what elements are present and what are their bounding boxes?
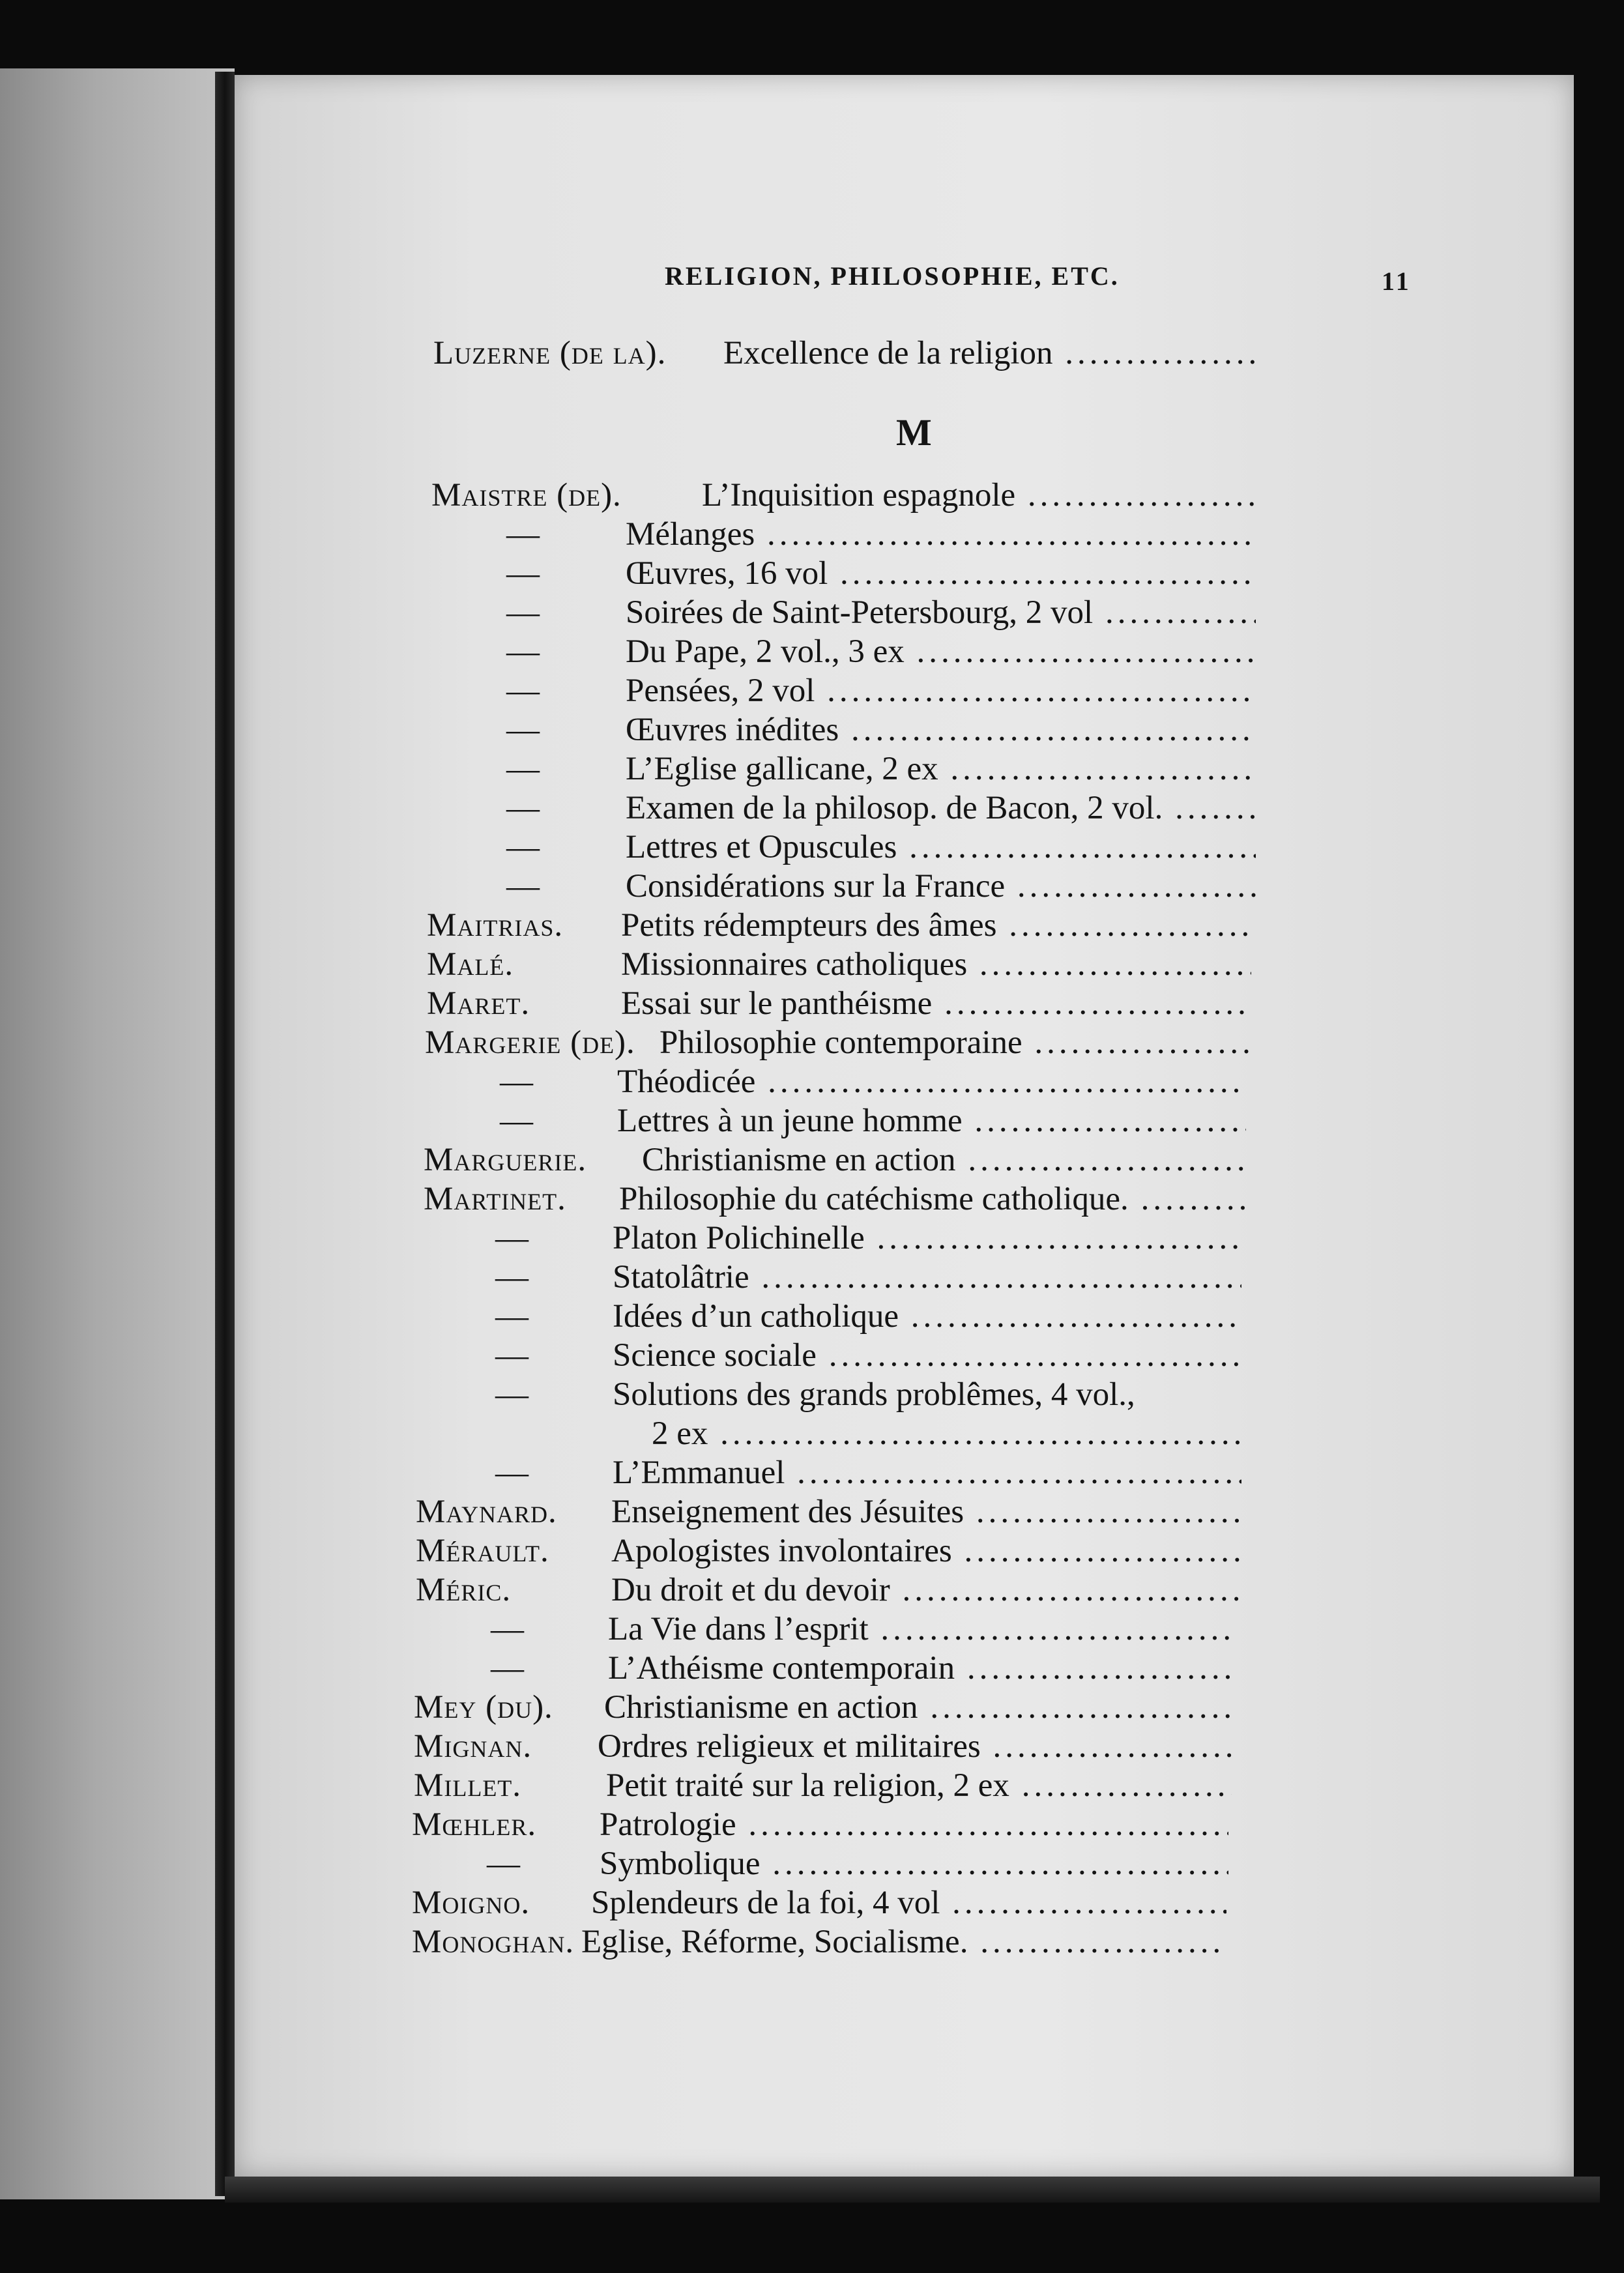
catalog-entry: [420, 1297, 1245, 1336]
entry-title: Œuvres, 16 vol .....: [626, 554, 1256, 593]
catalog-entry: [420, 1258, 1245, 1297]
catalog-entry: [424, 1140, 1248, 1180]
ditto-dash: —: [495, 1220, 529, 1256]
entry-title: Christianisme en action .....: [604, 1688, 1233, 1727]
catalog-entry: [425, 1101, 1249, 1140]
entry-title: L’Emmanuel .....: [613, 1453, 1241, 1492]
catalog-entry: [420, 1219, 1245, 1258]
entry-title: Philosophie contemporaine .....: [660, 1023, 1249, 1062]
catalog-entry-continuation: [420, 1414, 1245, 1453]
previous-page-edge: [0, 68, 235, 2199]
entry-author: Maret.: [427, 985, 530, 1022]
ditto-dash: —: [495, 1337, 529, 1374]
entry-author: Marguerie.: [424, 1142, 587, 1178]
entry-title: Petits rédempteurs des âmes .....: [621, 906, 1251, 945]
ditto-dash: —: [506, 712, 540, 748]
catalog-entry: [431, 789, 1256, 828]
ditto-dash: —: [495, 1376, 529, 1413]
entry-author: Margerie (de).: [425, 1024, 635, 1061]
entry-author: Millet.: [414, 1767, 522, 1804]
entry-title: L’Inquisition espagnole .....: [702, 476, 1256, 515]
catalog-entry: [427, 945, 1251, 984]
catalog-entry: [416, 1571, 1240, 1610]
page-bottom-edge: [225, 2177, 1600, 2203]
running-head: RELIGION, PHILOSOPHIE, ETC.: [665, 261, 1120, 291]
entry-title: Examen de la philosop. de Bacon, 2 vol. .....: [626, 789, 1256, 828]
catalog-entry: [425, 1023, 1249, 1062]
ditto-dash: —: [491, 1650, 524, 1687]
catalog-entry: [416, 1610, 1240, 1649]
entry-author: Malé.: [427, 946, 514, 983]
entry-author: Méric.: [416, 1572, 512, 1608]
entry-author: Mœhler.: [412, 1806, 537, 1843]
entry-title: Science sociale .....: [613, 1336, 1241, 1375]
entry-title: Splendeurs de la foi, 4 vol .....: [591, 1883, 1226, 1922]
entry-title: Mélanges .....: [626, 515, 1256, 554]
entry-title: Du droit et du devoir .....: [611, 1571, 1240, 1610]
entry-title: Missionnaires catholiques .....: [621, 945, 1251, 984]
catalog-entry: [431, 867, 1256, 906]
catalog-entry: [420, 1336, 1245, 1375]
catalog-entry: [416, 1492, 1240, 1531]
entry-title: Théodicée .....: [617, 1062, 1246, 1101]
ditto-dash: —: [506, 555, 540, 592]
ditto-dash: —: [487, 1846, 520, 1882]
entry-title: Ordres religieux et militaires .....: [598, 1727, 1233, 1766]
entry-title: Platon Polichinelle .....: [613, 1219, 1241, 1258]
ditto-dash: —: [506, 790, 540, 826]
entry-author: Luzerne (de la).: [433, 335, 667, 371]
entry-title: Eglise, Réforme, Socialisme. .....: [581, 1922, 1226, 1962]
entry-title: Pensées, 2 vol .....: [626, 671, 1256, 710]
ditto-dash: —: [500, 1064, 533, 1100]
catalog-entry: [414, 1727, 1238, 1766]
entry-title: La Vie dans l’esprit .....: [608, 1610, 1237, 1649]
ditto-dash: —: [500, 1103, 533, 1139]
ditto-dash: —: [506, 594, 540, 631]
entry-title: Œuvres inédites .....: [626, 710, 1256, 749]
catalog-entry: [416, 1649, 1240, 1688]
ditto-dash: —: [506, 751, 540, 787]
entry-title: L’Athéisme contemporain .....: [608, 1649, 1237, 1688]
entry-title: Solutions des grands problêmes, 4 vol.,: [613, 1376, 1135, 1413]
entry-author: Martinet.: [424, 1181, 566, 1217]
catalog-entry: [431, 749, 1256, 789]
catalog-entry: [427, 906, 1251, 945]
page-number: 11: [1382, 267, 1412, 296]
entry-title: Du Pape, 2 vol., 3 ex .....: [626, 632, 1256, 671]
entry-title: Apologistes involontaires .....: [611, 1531, 1240, 1571]
entry-author: Maitrias.: [427, 907, 564, 944]
entry-title: Soirées de Saint-Petersbourg, 2 vol .....: [626, 593, 1256, 632]
catalog-entry: [416, 1531, 1240, 1571]
entry-title: Idées d’un catholique .....: [613, 1297, 1241, 1336]
catalog-entry: [431, 554, 1256, 593]
catalog-entry: [431, 632, 1256, 671]
entry-title: Considérations sur la France .....: [626, 867, 1256, 906]
entry-title: Enseignement des Jésuites .....: [611, 1492, 1240, 1531]
entry-title: Excellence de la religion .....: [723, 334, 1258, 373]
catalog-entry: [425, 1062, 1249, 1101]
ditto-dash: —: [506, 829, 540, 865]
entry-title: 2 ex .....: [652, 1414, 1241, 1453]
catalog-entry: [412, 1844, 1236, 1883]
entry-author: Maistre (de).: [431, 477, 622, 514]
catalog-entry: [414, 1766, 1238, 1805]
entry-author: Maynard.: [416, 1494, 557, 1530]
entry-title: Patrologie .....: [600, 1805, 1228, 1844]
ditto-dash: —: [506, 633, 540, 670]
catalog-entry: [420, 1375, 1245, 1414]
catalog-entry: [414, 1688, 1238, 1727]
entry-title: Essai sur le panthéisme .....: [621, 984, 1251, 1023]
ditto-dash: —: [491, 1611, 524, 1647]
ditto-dash: —: [495, 1298, 529, 1335]
entry-author: Monoghan.: [412, 1924, 575, 1960]
book-gutter: [215, 72, 235, 2196]
ditto-dash: —: [495, 1455, 529, 1491]
catalog-entry: [431, 671, 1256, 710]
catalog-entry: [427, 984, 1251, 1023]
catalog-entry: [431, 476, 1256, 515]
entry-author: Mignan.: [414, 1728, 532, 1765]
catalog-entry: [412, 1922, 1236, 1962]
catalog-entry: [431, 515, 1256, 554]
entry-title: Symbolique .....: [600, 1844, 1228, 1883]
catalog-entry: [431, 828, 1256, 867]
entry-title: Petit traité sur la religion, 2 ex .....: [606, 1766, 1232, 1805]
entry-author: Mey (du).: [414, 1689, 553, 1726]
ditto-dash: —: [506, 673, 540, 709]
catalog-entry: [433, 334, 1258, 373]
catalog-entry: [412, 1883, 1236, 1922]
entry-title: Lettres et Opuscules .....: [626, 828, 1256, 867]
catalog-entry: [420, 1453, 1245, 1492]
entry-title: L’Eglise gallicane, 2 ex .....: [626, 749, 1256, 789]
entry-title: Christianisme en action .....: [642, 1140, 1245, 1180]
catalog-entry: [431, 593, 1256, 632]
entry-author: Moigno.: [412, 1885, 530, 1921]
catalog-entry: [412, 1805, 1236, 1844]
catalog-entry: [424, 1180, 1248, 1219]
entry-title: Philosophie du catéchisme catholique. .....: [619, 1180, 1248, 1219]
ditto-dash: —: [506, 868, 540, 905]
entry-author: Mérault.: [416, 1533, 549, 1569]
ditto-dash: —: [506, 516, 540, 553]
ditto-dash: —: [495, 1259, 529, 1296]
section-letter: M: [896, 411, 932, 454]
catalog-entry: [431, 710, 1256, 749]
entry-title: Statolâtrie .....: [613, 1258, 1241, 1297]
entry-title: Lettres à un jeune homme .....: [617, 1101, 1246, 1140]
